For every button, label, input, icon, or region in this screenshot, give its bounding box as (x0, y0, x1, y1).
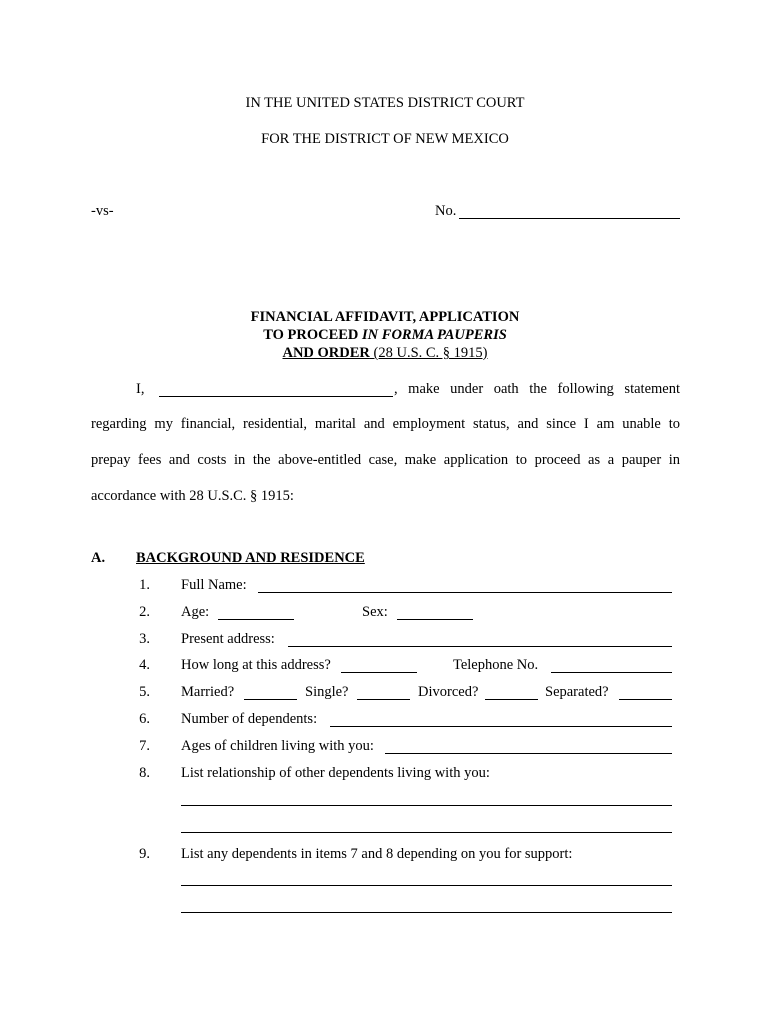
list-item (0, 631, 770, 651)
item-number: 1. (139, 577, 150, 593)
support-dependents-field-line2[interactable] (181, 912, 672, 913)
other-dependents-field-line2[interactable] (181, 832, 672, 833)
married-field[interactable] (244, 699, 297, 700)
list-item (0, 765, 770, 785)
case-number-field[interactable] (459, 218, 680, 219)
divorced-label: Divorced? (418, 684, 479, 700)
time-at-address-label: How long at this address? (181, 657, 331, 673)
item-number: 7. (139, 738, 150, 754)
time-at-address-field[interactable] (341, 672, 417, 673)
section-a-heading: BACKGROUND AND RESIDENCE (136, 550, 365, 566)
list-item (0, 657, 770, 677)
form-title-line2: TO PROCEED IN FORMA PAUPERIS (263, 327, 507, 343)
intro-affiant-prefix: I, (136, 381, 145, 397)
dependents-count-label: Number of dependents: (181, 711, 318, 727)
children-ages-label: Ages of children living with you: (181, 738, 374, 754)
form-title-line1: FINANCIAL AFFIDAVIT, APPLICATION (250, 309, 520, 325)
court-name-line: IN THE UNITED STATES DISTRICT COURT (245, 95, 525, 111)
item-number: 4. (139, 657, 150, 673)
children-ages-field[interactable] (385, 753, 672, 754)
list-item (0, 738, 770, 758)
divorced-field[interactable] (485, 699, 538, 700)
telephone-field[interactable] (551, 672, 672, 673)
married-label: Married? (181, 684, 235, 700)
full-name-label: Full Name: (181, 577, 247, 593)
single-field[interactable] (357, 699, 410, 700)
single-label: Single? (305, 684, 349, 700)
support-dependents-field-line1[interactable] (181, 885, 672, 886)
age-field[interactable] (218, 619, 294, 620)
item-number: 6. (139, 711, 150, 727)
list-item (0, 846, 770, 866)
dependents-count-field[interactable] (330, 726, 672, 727)
sex-label: Sex: (362, 604, 388, 620)
list-item (0, 604, 770, 624)
present-address-field[interactable] (288, 646, 672, 647)
affiant-name-field[interactable] (159, 396, 393, 397)
full-name-field[interactable] (258, 592, 672, 593)
list-item (0, 711, 770, 731)
versus-label: -vs- (91, 203, 114, 219)
court-district-line: FOR THE DISTRICT OF NEW MEXICO (261, 131, 509, 147)
item-number: 5. (139, 684, 150, 700)
intro-line2: regarding my financial, residential, marital and employment status, and since I am unable to (91, 416, 680, 432)
intro-line4: accordance with 28 U.S.C. § 1915: (91, 488, 294, 504)
present-address-label: Present address: (181, 631, 275, 647)
list-item (0, 684, 770, 704)
form-title-line3: AND ORDER (28 U.S. C. § 1915) (282, 345, 488, 361)
telephone-label: Telephone No. (453, 657, 539, 673)
sex-field[interactable] (397, 619, 473, 620)
item-number: 3. (139, 631, 150, 647)
item-number: 9. (139, 846, 150, 862)
section-a-letter: A. (91, 550, 106, 566)
age-label: Age: (181, 604, 210, 620)
item-number: 8. (139, 765, 150, 781)
separated-label: Separated? (545, 684, 609, 700)
intro-line3: prepay fees and costs in the above-entitled case, make application to proceed as a pauper in (91, 452, 680, 468)
other-dependents-label: List relationship of other dependents living with you: (181, 765, 490, 781)
intro-line1-end: , make under oath the following statement (394, 381, 680, 397)
case-number-label: No. (435, 203, 457, 219)
item-number: 2. (139, 604, 150, 620)
support-dependents-label: List any dependents in items 7 and 8 depending on you for support: (181, 846, 573, 862)
list-item (0, 577, 770, 597)
separated-field[interactable] (619, 699, 672, 700)
other-dependents-field-line1[interactable] (181, 805, 672, 806)
